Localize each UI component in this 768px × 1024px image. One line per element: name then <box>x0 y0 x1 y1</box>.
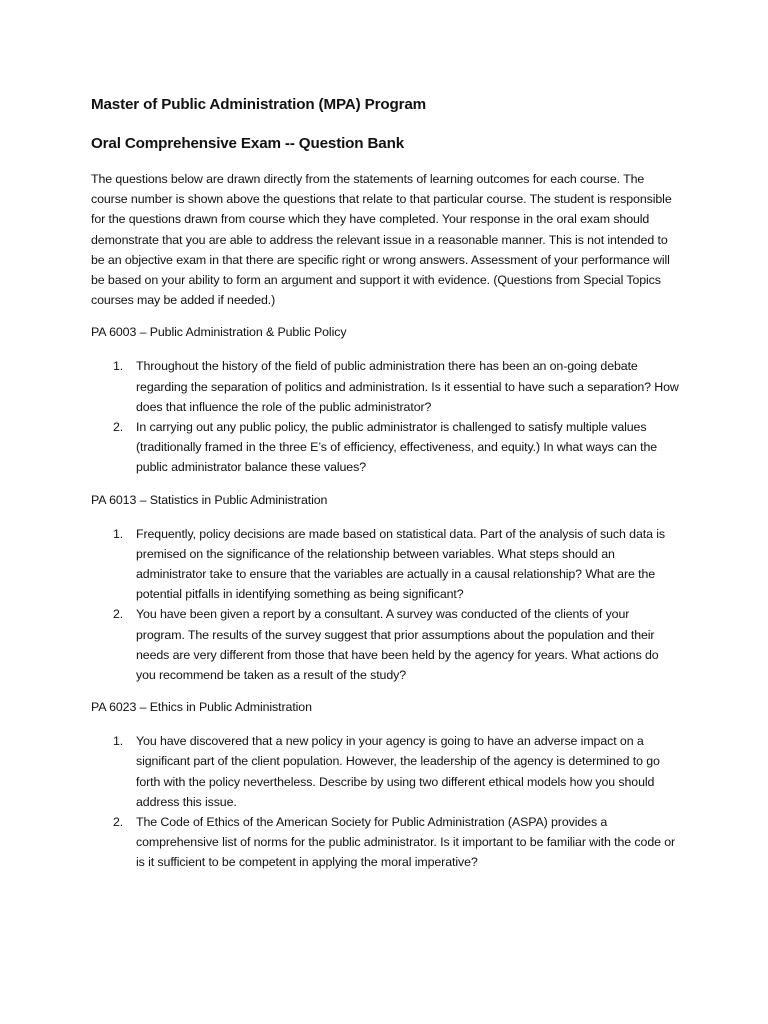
course-heading: PA 6023 – Ethics in Public Administration <box>91 700 312 715</box>
question-item <box>91 356 679 417</box>
question-item <box>91 417 679 478</box>
course-heading: PA 6003 – Public Administration & Public Policy <box>91 325 347 340</box>
question-text: The Code of Ethics of the American Society for Public Administration (ASPA) provides a comprehensive list of norms for the public administrator. Is it important to be familiar with the code or is it sufficient to be competent in applying the moral imperative? <box>136 815 676 870</box>
course-heading: PA 6013 – Statistics in Public Administration <box>91 492 328 507</box>
question-number: 1. <box>113 734 124 749</box>
question-number: 2. <box>113 607 124 622</box>
document-body <box>91 95 679 873</box>
question-list <box>91 731 679 872</box>
question-number: 1. <box>113 359 124 374</box>
course-section-pa6003 <box>91 322 679 477</box>
question-item <box>91 604 679 685</box>
question-text: Frequently, policy decisions are made based on statistical data. Part of the analysis of such data is premised on the significance of the relationship between variables. What steps should an administrator take to ensure that the variables are actually in a causal relationship? What are the potential pitfalls in identifying something as being significant? <box>136 526 665 602</box>
question-number: 1. <box>113 526 124 541</box>
question-text: You have discovered that a new policy in your agency is going to have an adverse impact on a significant part of the client population. However, the leadership of the agency is determined to go forth with the policy nevertheless. Describe by using two different ethical models how you should address this issue. <box>136 734 660 809</box>
document-title: Master of Public Administration (MPA) Program <box>91 96 426 113</box>
course-section-pa6013 <box>91 490 679 686</box>
question-list <box>91 356 679 477</box>
question-list <box>91 524 679 686</box>
course-section-pa6023 <box>91 697 679 872</box>
intro-paragraph: The questions below are drawn directly from the statements of learning outcomes for each course. The course number is shown above the questions that relate to that particular course. The student is responsible for the questions drawn from course which they have completed. Your response in the oral exam should demonstrate that you are able to address the relevant issue in a reasonable manner. This is not intended to be an objective exam in that there are specific right or wrong answers. Assessment of your performance will be based on your ability to form an argument and support it with evidence. (Questions from Special Topics courses may be added if needed.) <box>91 172 672 308</box>
document-subtitle: Oral Comprehensive Exam -- Question Bank <box>91 135 405 152</box>
question-text: Throughout the history of the field of public administration there has been an on-going debate regarding the separation of politics and administration. Is it essential to have such a separation? How does that influence the role of the public administrator? <box>136 359 679 414</box>
question-number: 2. <box>113 815 124 830</box>
question-text: In carrying out any public policy, the public administrator is challenged to satisfy multiple values (traditionally framed in the three E’s of efficiency, effectiveness, and equity.) In what ways can the public administrator balance these values? <box>136 420 658 475</box>
question-item <box>91 524 679 605</box>
question-item <box>91 731 679 812</box>
question-item <box>91 812 679 873</box>
question-text: You have been given a report by a consultant. A survey was conducted of the clients of your program. The results of the survey suggest that prior assumptions about the population and their needs are very different from those that have been held by the agency for years. What actions do you recommend be taken as a result of the study? <box>136 607 659 683</box>
question-number: 2. <box>113 420 124 435</box>
